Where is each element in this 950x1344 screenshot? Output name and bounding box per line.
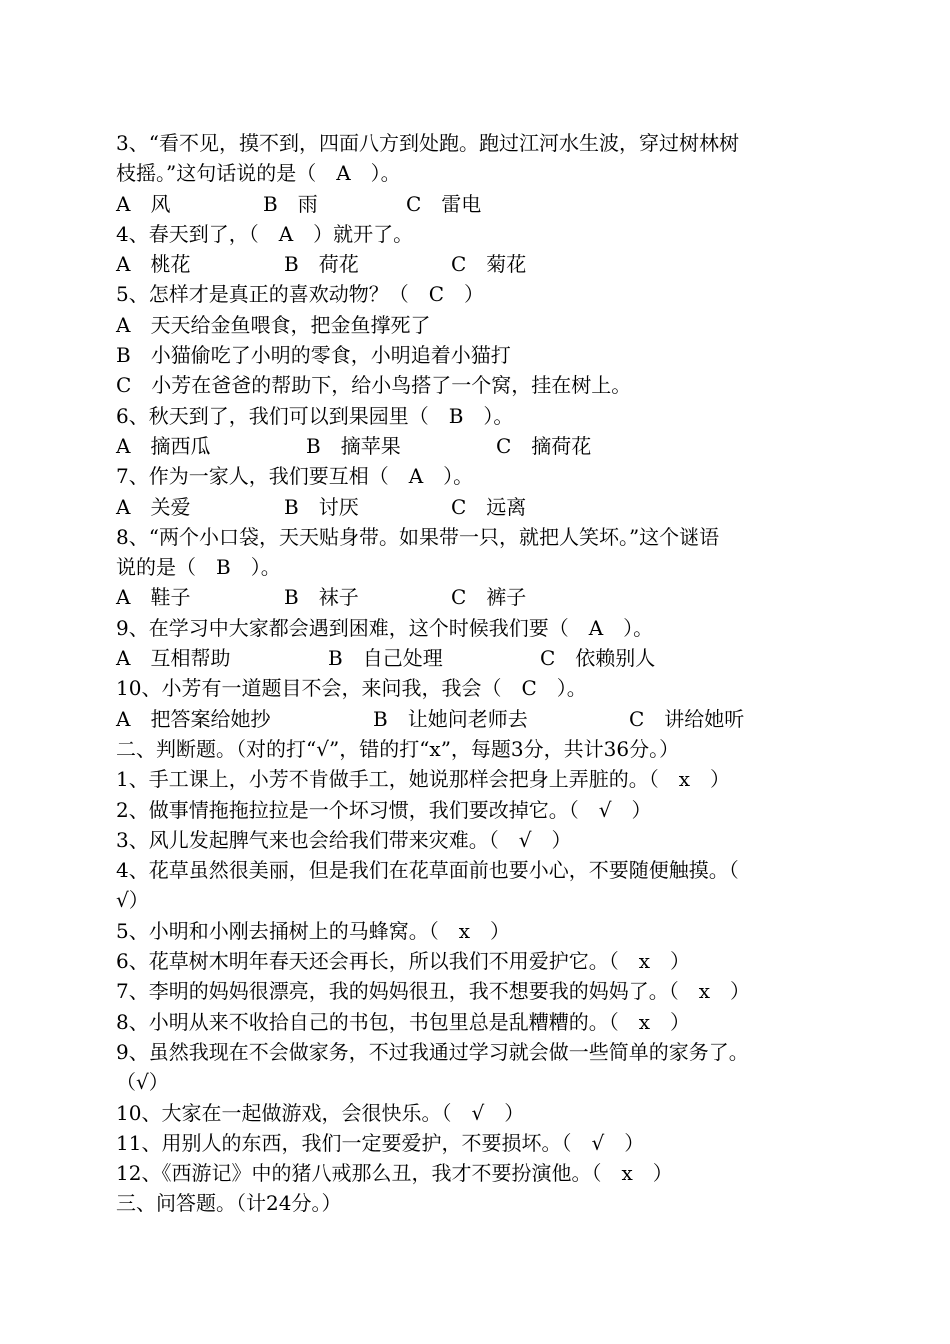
tf-item-3: 3、风儿发起脾气来也会给我们带来灾难。（ √ ） bbox=[116, 827, 572, 852]
tf-item-9-line2: （√） bbox=[116, 1070, 169, 1095]
q8-stem-line2: 说的是（ B ）。 bbox=[116, 555, 281, 580]
tf-item-1: 1、手工课上，小芳不肯做手工，她说那样会把身上弄脏的。（ x ） bbox=[116, 767, 731, 792]
q4-option-c: C 菊花 bbox=[451, 252, 527, 277]
q7-option-b: B 讨厌 bbox=[284, 494, 359, 519]
section3-heading: 三、问答题。（计24分。） bbox=[116, 1191, 342, 1216]
tf-item-4-line2: √） bbox=[116, 888, 149, 913]
q8-option-c: C 裤子 bbox=[451, 585, 527, 610]
q6-options bbox=[116, 431, 846, 461]
q7-stem: 7、作为一家人，我们要互相（ A ）。 bbox=[116, 464, 474, 489]
q10-option-a: A 把答案给她抄 bbox=[116, 706, 271, 731]
tf-item-7: 7、李明的妈妈很漂亮，我的妈妈很丑，我不想要我的妈妈了。（ x ） bbox=[116, 979, 751, 1004]
q4-option-a: A 桃花 bbox=[116, 252, 191, 277]
q4-option-b: B 荷花 bbox=[284, 252, 359, 277]
q10-stem: 10、小芳有一道题目不会，来问我，我会（ C ）。 bbox=[116, 676, 587, 701]
tf-item-2: 2、做事情拖拖拉拉是一个坏习惯，我们要改掉它。（ √ ） bbox=[116, 797, 652, 822]
tf-item-11: 11、用别人的东西，我们一定要爱护，不要损坏。（ √ ） bbox=[116, 1130, 645, 1155]
q10-options bbox=[116, 704, 846, 734]
q7-option-c: C 远离 bbox=[451, 494, 527, 519]
tf-item-5: 5、小明和小刚去捅树上的马蜂窝。（ x ） bbox=[116, 918, 511, 943]
tf-item-10: 10、大家在一起做游戏，会很快乐。（ √ ） bbox=[116, 1100, 525, 1125]
q6-option-b: B 摘苹果 bbox=[306, 433, 401, 458]
q8-option-a: A 鞋子 bbox=[116, 585, 191, 610]
q9-option-c: C 依赖别人 bbox=[540, 646, 656, 671]
tf-item-9-line1: 9、虽然我现在不会做家务，不过我通过学习就会做一些简单的家务了。 bbox=[116, 1039, 749, 1064]
q4-stem: 4、春天到了，（ A ）就开了。 bbox=[116, 221, 414, 246]
exam-page bbox=[116, 128, 846, 1219]
q5-option-c: C 小芳在爸爸的帮助下，给小鸟搭了一个窝，挂在树上。 bbox=[116, 373, 632, 398]
q7-option-a: A 关爱 bbox=[116, 494, 191, 519]
q3-stem-line1: 3、“看不见，摸不到，四面八方到处跑。跑过江河水生波，穿过树林树 bbox=[116, 131, 739, 155]
tf-item-4-line1: 4、花草虽然很美丽，但是我们在花草面前也要小心，不要随便触摸。（ bbox=[116, 858, 739, 883]
q3-option-c: C 雷电 bbox=[406, 191, 482, 216]
q5-stem: 5、怎样才是真正的喜欢动物？（ C ） bbox=[116, 282, 485, 307]
q3-option-b: B 雨 bbox=[263, 191, 318, 216]
q8-options bbox=[116, 582, 846, 612]
section2-heading: 二、判断题。（对的打“√”，错的打“x”，每题3分，共计36分。） bbox=[116, 736, 680, 761]
q9-stem: 9、在学习中大家都会遇到困难，这个时候我们要（ A ）。 bbox=[116, 615, 654, 640]
q5-option-b: B 小猫偷吃了小明的零食，小明追着小猫打 bbox=[116, 343, 511, 368]
q6-option-a: A 摘西瓜 bbox=[116, 433, 211, 458]
q3-option-a: A 风 bbox=[116, 191, 171, 216]
q3-options bbox=[116, 189, 846, 219]
q9-option-a: A 互相帮助 bbox=[116, 646, 231, 671]
tf-item-8: 8、小明从来不收拾自己的书包，书包里总是乱糟糟的。（ x ） bbox=[116, 1009, 691, 1034]
q7-options bbox=[116, 492, 846, 522]
q8-option-b: B 袜子 bbox=[284, 585, 359, 610]
q4-options bbox=[116, 249, 846, 279]
q6-option-c: C 摘荷花 bbox=[496, 433, 592, 458]
tf-item-6: 6、花草树木明年春天还会再长，所以我们不用爱护它。（ x ） bbox=[116, 949, 691, 974]
q6-stem: 6、秋天到了，我们可以到果园里（ B ）。 bbox=[116, 403, 514, 428]
q8-stem-line1: 8、“两个小口袋，天天贴身带。如果带一只，就把人笑坏。”这个谜语 bbox=[116, 524, 720, 549]
q10-option-b: B 让她问老师去 bbox=[373, 706, 528, 731]
q9-options bbox=[116, 643, 846, 673]
q5-option-a: A 天天给金鱼喂食，把金鱼撑死了 bbox=[116, 312, 431, 337]
q9-option-b: B 自己处理 bbox=[328, 646, 443, 671]
tf-item-12: 12、《西游记》中的猪八戒那么丑，我才不要扮演他。（ x ） bbox=[116, 1161, 673, 1186]
q3-stem-line2: 枝摇。”这句话说的是（ A ）。 bbox=[116, 161, 401, 186]
q10-option-c: C 讲给她听 bbox=[629, 706, 745, 731]
